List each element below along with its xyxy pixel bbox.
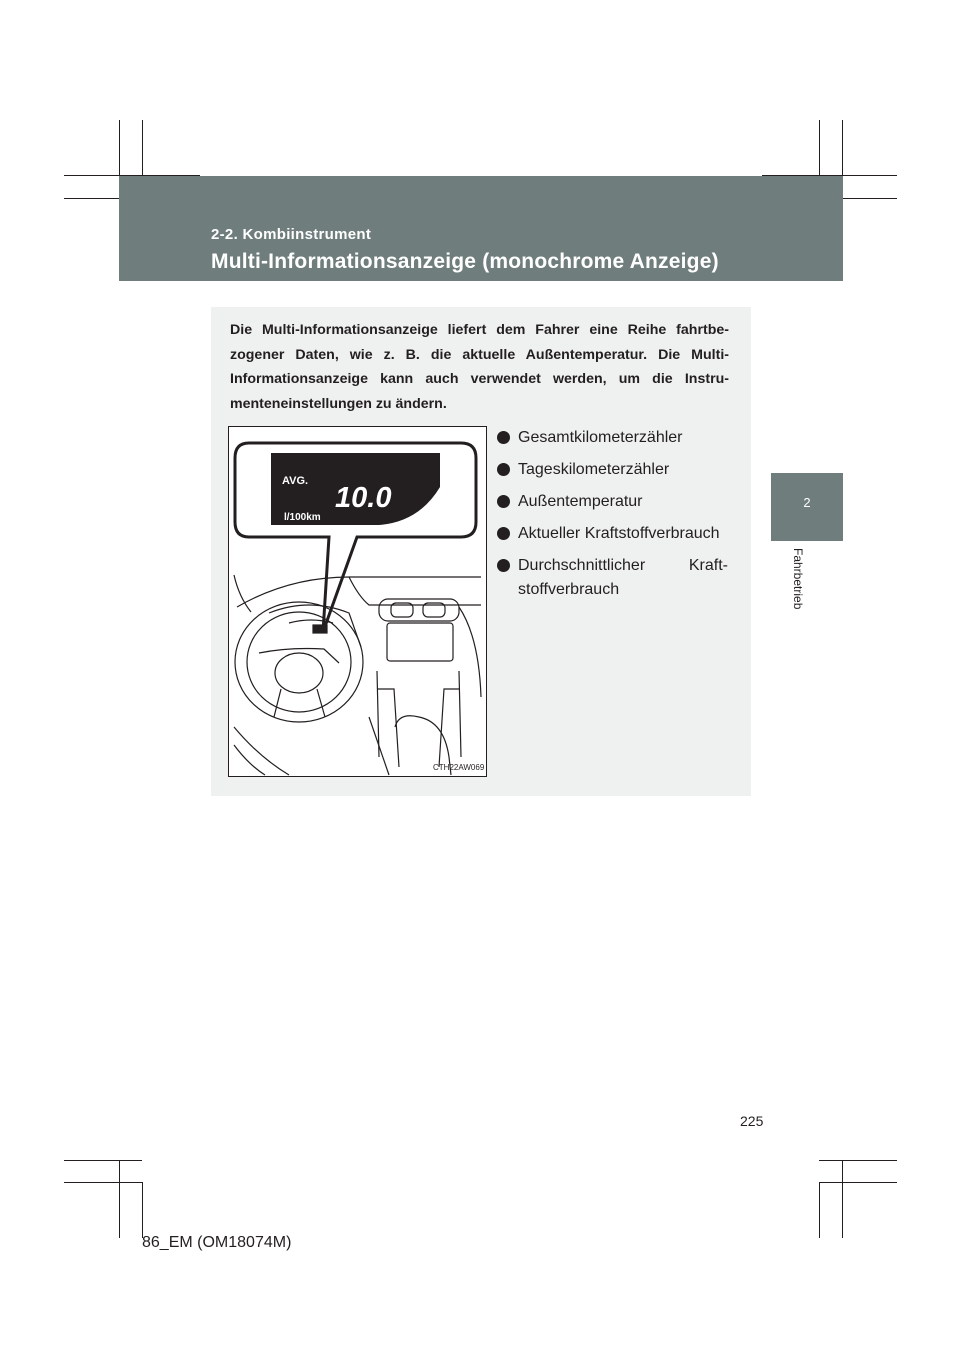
crop-mark [819,1182,897,1183]
dashboard-drawing [229,427,486,776]
list-item [497,426,728,450]
list-item-text: Tageskilometerzähler [518,461,670,478]
list-item-text: Gesamtkilometerzähler [518,429,683,446]
crop-mark [142,1182,143,1238]
document-code: 86_EM (OM18074M) [142,1234,292,1251]
list-item-text: Außentemperatur [518,493,643,510]
crop-mark [64,1182,142,1183]
display-label: AVG. [282,475,309,487]
chapter-name: Fahrbetrieb [791,548,805,610]
crop-mark [819,1182,820,1238]
list-item-text: Durchschnittlicher Kraftstoffverbrauch [518,557,728,598]
list-item [497,490,728,514]
list-item [497,522,728,546]
display-unit: l/100km [284,512,321,523]
bullet-icon [497,559,510,572]
chapter-tab [771,473,843,541]
bullet-icon [497,495,510,508]
page-number: 225 [740,1113,764,1129]
bullet-icon [497,431,510,444]
display-value: 10.0 [335,482,392,514]
page-title: Multi-Informationsanzeige (monochrome Anzeige) [211,250,719,273]
list-item-text: Aktueller Kraftstoffverbrauch [518,525,720,542]
chapter-number: 2 [803,495,811,510]
crop-mark [842,1160,843,1238]
list-item [497,554,728,602]
crop-mark [819,1160,897,1161]
intro-paragraph: Die Multi-Informationsanzeige liefert dem Fahrer eine Reihe fahrtbezogener Daten, wie z. B. die aktuelle Außentemperatur. Die Multi-Informationsanzeige kann auch verwendet werden, um die Instrumenteneinstellungen zu ändern. [230,322,729,412]
image-code: CTH22AW069 [433,763,485,772]
bullet-icon [497,463,510,476]
list-item [497,458,728,482]
dashboard-illustration [228,426,487,777]
feature-list [497,426,728,610]
dashboard-lines [234,575,481,775]
crop-mark [119,1160,120,1238]
crop-mark [64,1160,142,1161]
section-label: 2-2. Kombiinstrument [211,226,372,243]
bullet-icon [497,527,510,540]
